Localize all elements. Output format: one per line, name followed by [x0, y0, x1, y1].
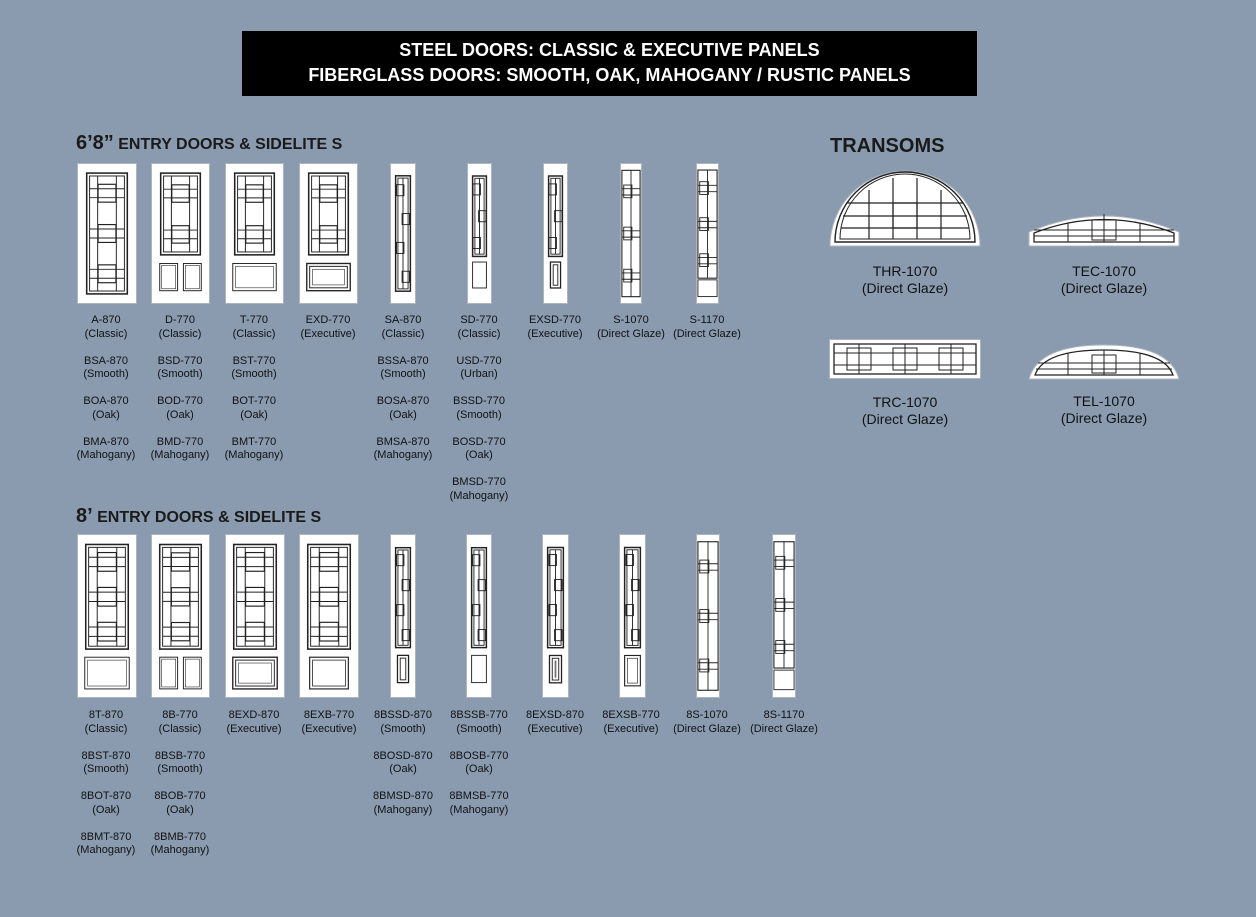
caption-line: (Smooth) — [456, 722, 502, 735]
caption-line: (Executive) — [300, 327, 356, 340]
doors8-door-1 — [77, 534, 137, 698]
door-illustration — [391, 535, 415, 697]
transom-name: TEL-1070 — [1073, 393, 1135, 409]
door-illustration — [300, 535, 358, 697]
caption-line: (Smooth) — [456, 408, 502, 421]
caption-line: (Classic) — [158, 722, 202, 735]
doors8-door-2 — [151, 534, 210, 698]
caption-line: (Mahogany) — [150, 449, 210, 461]
doors68-door-3 — [225, 163, 284, 304]
caption-line: 8BSSD-870 — [373, 709, 433, 721]
door-illustration — [621, 164, 641, 303]
banner-line-1: STEEL DOORS: CLASSIC & EXECUTIVE PANELS — [399, 40, 820, 60]
transom-glaze: (Direct Glaze) — [861, 280, 949, 296]
door-illustration — [152, 535, 209, 697]
caption-line: (Smooth) — [231, 368, 277, 380]
caption-line: (Smooth) — [83, 763, 129, 775]
doors8-door-5 — [390, 534, 416, 698]
caption-line: 8BOB-770 — [154, 790, 206, 802]
caption-line: (Executive) — [603, 722, 659, 735]
caption-line: (Oak) — [240, 408, 268, 421]
caption-line: (Oak) — [92, 803, 120, 816]
caption-line: 8BMB-770 — [154, 830, 206, 843]
caption-line: (Classic) — [457, 327, 501, 340]
door-illustration — [391, 164, 415, 303]
transom-name: TRC-1070 — [872, 394, 938, 410]
doors8-door-9 — [696, 534, 720, 698]
caption-line: (Mahogany) — [224, 449, 284, 461]
caption-line: BMD-770 — [156, 435, 204, 448]
doors8-door-4 — [299, 534, 359, 698]
section-title-8-text: ENTRY DOORS & SIDELITE S — [92, 509, 322, 526]
section-title-6-8 — [76, 132, 342, 155]
caption-line: 8BMSD-870 — [373, 790, 433, 802]
caption-line: (Mahogany) — [449, 489, 509, 502]
section-title-transoms — [830, 135, 944, 158]
caption-line: 8S-1170 — [763, 709, 805, 721]
caption-line: BMA-870 — [83, 435, 129, 448]
caption-line: (Executive) — [527, 722, 583, 735]
caption-line: T-770 — [239, 314, 269, 326]
caption-line: 8BST-870 — [81, 749, 131, 762]
caption-line: EXD-770 — [305, 314, 351, 326]
header-banner — [242, 31, 977, 96]
transoms-title: TRANSOMS — [830, 135, 945, 157]
doors8-door-6 — [466, 534, 492, 698]
caption-line: BOSD-770 — [452, 435, 506, 448]
doors68-door-7 — [543, 163, 568, 304]
caption-line: (Smooth) — [380, 722, 426, 735]
caption-line: (Mahogany) — [373, 803, 433, 816]
door-illustration — [78, 535, 136, 697]
transom-rectangular-trc — [829, 339, 981, 379]
caption-line: 8EXSD-870 — [525, 709, 585, 721]
door-illustration — [468, 164, 491, 303]
doors8-caption-10 — [739, 709, 829, 736]
section-title-8-size: 8’ — [76, 505, 93, 527]
door-illustration — [226, 535, 284, 697]
caption-line: 8BOSD-870 — [373, 749, 433, 762]
caption-line: (Smooth) — [157, 763, 203, 775]
section-title-6-8-size: 6’8” — [76, 132, 114, 154]
caption-line: (Oak) — [465, 449, 493, 461]
caption-spacer — [434, 777, 524, 791]
caption-line: 8BOSB-770 — [449, 749, 509, 762]
door-illustration — [697, 164, 718, 303]
transom-caption-thr — [815, 263, 995, 297]
transom-caption-tel — [1014, 393, 1194, 427]
doors68-caption-9 — [662, 314, 752, 341]
transom-name: THR-1070 — [872, 263, 938, 279]
caption-line: BST-770 — [232, 354, 276, 367]
caption-spacer — [434, 422, 524, 436]
doors68-door-6 — [467, 163, 492, 304]
caption-line: (Oak) — [389, 763, 417, 775]
caption-line: (Smooth) — [83, 368, 129, 380]
caption-line: (Classic) — [381, 327, 425, 340]
caption-line: (Direct Glaze) — [673, 327, 741, 340]
caption-line: (Mahogany) — [76, 844, 136, 856]
caption-spacer — [434, 341, 524, 355]
caption-line: BSD-770 — [157, 354, 203, 367]
caption-line: 8BSSB-770 — [450, 709, 508, 721]
caption-spacer — [209, 341, 299, 355]
caption-line: 8BMT-870 — [80, 830, 132, 843]
caption-spacer — [434, 736, 524, 750]
caption-line: 8BOT-870 — [80, 790, 132, 802]
caption-line: 8B-770 — [162, 709, 198, 721]
transom-elliptical-tel — [1028, 343, 1180, 381]
caption-line: S-1170 — [689, 314, 725, 326]
door-illustration — [543, 535, 568, 697]
caption-line: BSSA-870 — [377, 354, 429, 367]
caption-line: (Direct Glaze) — [673, 722, 741, 735]
caption-spacer — [434, 382, 524, 396]
caption-line: 8T-870 — [88, 709, 124, 721]
caption-line: (Oak) — [166, 408, 194, 421]
doors68-door-2 — [151, 163, 210, 304]
caption-line: A-870 — [91, 314, 121, 326]
transom-half-round — [829, 170, 981, 248]
caption-line: 8EXB-770 — [303, 709, 355, 721]
banner-line-2: FIBERGLASS DOORS: SMOOTH, OAK, MAHOGANY / RUSTIC PANELS — [308, 65, 911, 85]
caption-line: EXSD-770 — [529, 314, 581, 326]
caption-line: BOD-770 — [157, 395, 203, 407]
caption-line: BMSA-870 — [376, 435, 430, 448]
caption-line: (Oak) — [166, 803, 194, 816]
door-illustration — [300, 164, 357, 303]
section-title-8 — [76, 505, 321, 528]
caption-line: (Mahogany) — [449, 803, 509, 816]
caption-line: (Urban) — [460, 368, 498, 380]
caption-line: D-770 — [165, 314, 195, 326]
door-illustration — [697, 535, 719, 697]
caption-line: (Oak) — [465, 763, 493, 775]
door-illustration — [544, 164, 567, 303]
caption-line: (Classic) — [158, 327, 202, 340]
section-title-6-8-text: ENTRY DOORS & SIDELITE S — [113, 136, 343, 153]
caption-line: (Oak) — [92, 408, 120, 421]
caption-line: (Classic) — [84, 327, 128, 340]
doors68-door-8 — [620, 163, 642, 304]
caption-line: 8S-1070 — [686, 709, 728, 721]
doors8-door-7 — [542, 534, 569, 698]
transom-elliptical-tec — [1028, 208, 1180, 248]
caption-line: BSSD-770 — [453, 395, 505, 407]
doors68-door-9 — [696, 163, 719, 304]
caption-line: (Smooth) — [157, 368, 203, 380]
door-illustration — [773, 535, 795, 697]
caption-line: BOSA-870 — [376, 395, 430, 407]
caption-line: (Smooth) — [380, 368, 426, 380]
caption-line: USD-770 — [456, 354, 502, 367]
caption-spacer — [135, 777, 225, 791]
caption-line: SA-870 — [384, 314, 422, 326]
caption-spacer — [209, 422, 299, 436]
caption-line: BSA-870 — [83, 354, 129, 367]
doors8-door-8 — [619, 534, 646, 698]
transom-glaze: (Direct Glaze) — [1060, 410, 1148, 426]
caption-line: BOT-770 — [231, 395, 277, 407]
caption-line: (Classic) — [84, 722, 128, 735]
transom-glaze: (Direct Glaze) — [861, 411, 949, 427]
doors68-caption-6 — [434, 314, 524, 503]
door-illustration — [152, 164, 209, 303]
caption-spacer — [135, 736, 225, 750]
caption-spacer — [209, 382, 299, 396]
caption-line: (Executive) — [527, 327, 583, 340]
caption-spacer — [434, 463, 524, 477]
caption-line: SD-770 — [460, 314, 498, 326]
doors68-door-4 — [299, 163, 358, 304]
doors8-door-3 — [225, 534, 285, 698]
caption-line: BOA-870 — [83, 395, 129, 407]
transom-caption-tec — [1014, 263, 1194, 297]
caption-line: 8BSB-770 — [154, 749, 206, 762]
caption-line: (Direct Glaze) — [597, 327, 665, 340]
caption-line: (Mahogany) — [373, 449, 433, 461]
caption-line: (Oak) — [389, 408, 417, 421]
door-illustration — [78, 164, 136, 303]
caption-line: (Direct Glaze) — [750, 722, 818, 735]
caption-line: (Classic) — [232, 327, 276, 340]
caption-line: (Executive) — [226, 722, 282, 735]
doors68-door-1 — [77, 163, 137, 304]
caption-line: (Mahogany) — [76, 449, 136, 461]
caption-line: 8EXSB-770 — [602, 709, 660, 721]
transom-glaze: (Direct Glaze) — [1060, 280, 1148, 296]
door-illustration — [467, 535, 491, 697]
caption-line: (Mahogany) — [150, 844, 210, 856]
caption-spacer — [135, 817, 225, 831]
doors8-door-10 — [772, 534, 796, 698]
caption-line: BMT-770 — [231, 435, 277, 448]
transom-name: TEC-1070 — [1072, 263, 1136, 279]
door-illustration — [620, 535, 645, 697]
caption-line: BMSD-770 — [452, 476, 506, 488]
door-illustration — [226, 164, 283, 303]
caption-line: 8BMSB-770 — [449, 790, 509, 802]
caption-line: (Executive) — [301, 722, 357, 735]
transom-caption-trc — [815, 394, 995, 428]
doors68-door-5 — [390, 163, 416, 304]
caption-line: S-1070 — [613, 314, 649, 326]
caption-line: 8EXD-870 — [228, 709, 280, 721]
